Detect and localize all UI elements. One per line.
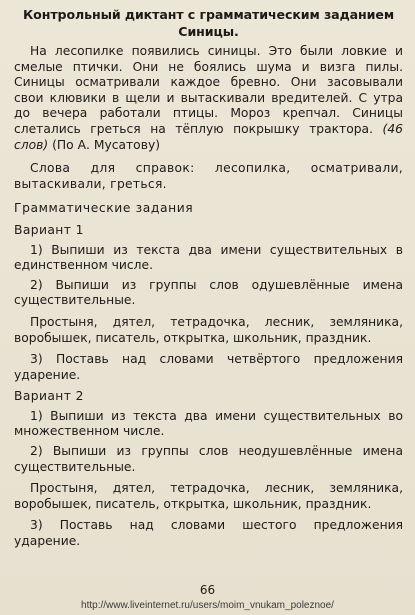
variant-2-task-1: 1) Выпиши из текста два имени существительных во множественном числе. xyxy=(14,408,403,439)
title-line-1: Контрольный диктант с грамматическим заданием xyxy=(22,7,395,22)
variant-1-task-2: 2) Выпиши из группы слов одушевлённые имена существительные. xyxy=(14,277,403,308)
variant-2-heading: Вариант 2 xyxy=(14,389,84,404)
variant-1-task-3: 3) Поставь над словами четвёртого предложения ударение. xyxy=(14,352,403,382)
variant-1-words: Простыня, дятел, тетрадочка, лесник, земляника, воробышек, писатель, открытка, школьник, праздник. xyxy=(14,314,403,345)
dictation-body: На лесопилке появились синицы. Это были ловкие и смелые птички. Они не боялись шума и визга пилы. Синицы осматривали каждое бревно. Они засовывали свои клювики в щели и вытаскивали вредителей. С утра до вечера работали птицы. Мороз крепчал. Синицы слетались греться на тёплую покрышку трактора. xyxy=(14,44,403,136)
grammar-heading: Грамматические задания xyxy=(14,201,194,216)
variant-2-task-2: 2) Выпиши из группы слов неодушевлённые имена существительные. xyxy=(14,444,403,474)
help-words: Слова для справок: лесопилка, осматривали, вытаскивали, греться. xyxy=(14,161,403,191)
variant-1-heading: Вариант 1 xyxy=(14,222,84,237)
variant-2-words: Простыня, дятел, тетрадочка, лесник, земляника, воробышек, писатель, открытка, школьник, праздник. xyxy=(14,481,403,511)
title-line-2: Синицы. xyxy=(178,24,239,39)
page-title xyxy=(14,6,403,40)
source-url: http://www.liveinternet.ru/users/moim_vnukam_poleznoe/ xyxy=(81,600,334,611)
page-number: 66 xyxy=(199,583,216,597)
word-count: (46 слов) xyxy=(14,121,403,152)
variant-1-task-1: 1) Выпиши из текста два имени существительных в единственном числе. xyxy=(14,242,403,273)
dictation-author: (По А. Мусатову) xyxy=(52,137,161,152)
dictation-text xyxy=(14,44,403,153)
variant-2-task-3: 3) Поставь над словами шестого предложения ударение. xyxy=(14,518,403,549)
